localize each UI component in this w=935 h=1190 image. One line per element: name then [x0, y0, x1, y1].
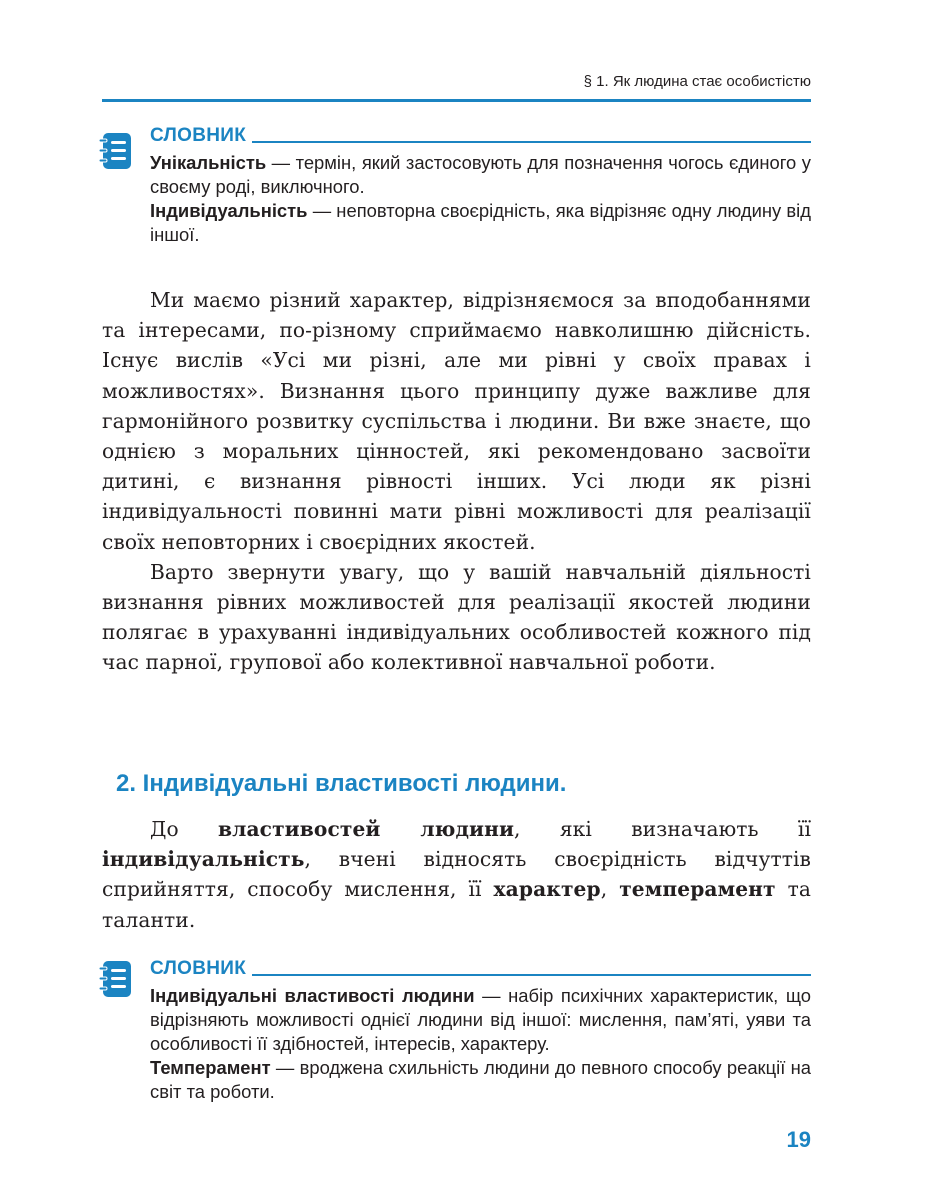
body-paragraph: Варто звернути увагу, що у вашій навчальній діяльності визнання рівних можливостей для реалізації якостей людини полягає в урахуванні індивідуальних особливостей кожного під час парної, групової або колективної навчальної роботи. — [102, 559, 811, 675]
text-run: , вчені відносять своєрідність відчуттів сприйняття, способу мислення, її — [102, 847, 811, 902]
section-heading: 2. Індивідуальні властивості людини. — [116, 770, 567, 797]
body-section-1 — [102, 285, 811, 678]
glossary-2-entry — [150, 1056, 811, 1104]
text-run: До — [150, 817, 219, 841]
glossary-definition: — набір психічних характеристик, що відрізняють можливості однієї людини від іншої: мислення, пам’яті, уяви та особливості її здібностей, інтересів, характеру. — [150, 985, 811, 1054]
notebook-icon — [98, 960, 132, 998]
notebook-icon — [98, 132, 132, 170]
header-rule — [102, 99, 811, 102]
glossary-2-title: СЛОВНИК — [150, 958, 247, 979]
bold-term: індивідуальність — [102, 847, 305, 872]
glossary-term: Індивідуальність — [150, 200, 308, 221]
glossary-1-entry — [150, 199, 811, 247]
glossary-1 — [150, 121, 811, 247]
glossary-1-entry — [150, 151, 811, 199]
glossary-definition: — вроджена схильність людини до певного способу реакції на світ та роботи. — [150, 1057, 811, 1102]
body-section-2 — [102, 814, 811, 935]
glossary-definition: — неповторна своєрідність, яка відрізняє одну людину від іншої. — [150, 200, 811, 245]
page-number: 19 — [786, 1127, 811, 1152]
glossary-term: Індивідуальні властивості людини — [150, 985, 475, 1006]
glossary-2-entry — [150, 984, 811, 1056]
text-run: та таланти. — [102, 877, 811, 932]
glossary-term: Темперамент — [150, 1057, 271, 1078]
glossary-1-header — [150, 121, 811, 147]
text-run: , — [600, 877, 620, 902]
glossary-2-rule — [252, 974, 811, 976]
bold-term: темперамент — [619, 877, 776, 902]
glossary-2 — [150, 954, 811, 1104]
bold-term: характер — [493, 877, 601, 902]
glossary-1-title: СЛОВНИК — [150, 125, 247, 146]
glossary-term: Унікальність — [150, 152, 267, 173]
body-paragraph: Ми маємо різний характер, відрізняємося за вподобаннями та інтересами, по-різному сприймаємо навколишню дійсність. Існує вислів «Усі ми різні, але ми рівні у своїх правах і можливостях». Визнання цього принципу дуже важливе для гармонійного розвитку суспільства і людини. Ви вже знаєте, що однією з моральних цінностей, які рекомендовано засвоїти дитині, є визнання рівності інших. Усі люди як різні індивідуальності повинні мати рівні можливості для реалізації своїх неповторних і своєрідних якостей. — [102, 288, 811, 554]
glossary-definition: — термін, який застосовують для позначення чогось єдиного у своєму роді, виключного. — [150, 152, 811, 197]
glossary-2-header — [150, 954, 811, 980]
text-run: , які визначають її — [514, 817, 811, 841]
body-paragraph — [102, 814, 811, 935]
glossary-1-rule — [252, 141, 811, 143]
bold-term: властивостей людини — [218, 817, 515, 841]
running-header: § 1. Як людина стає особистістю — [583, 73, 811, 90]
